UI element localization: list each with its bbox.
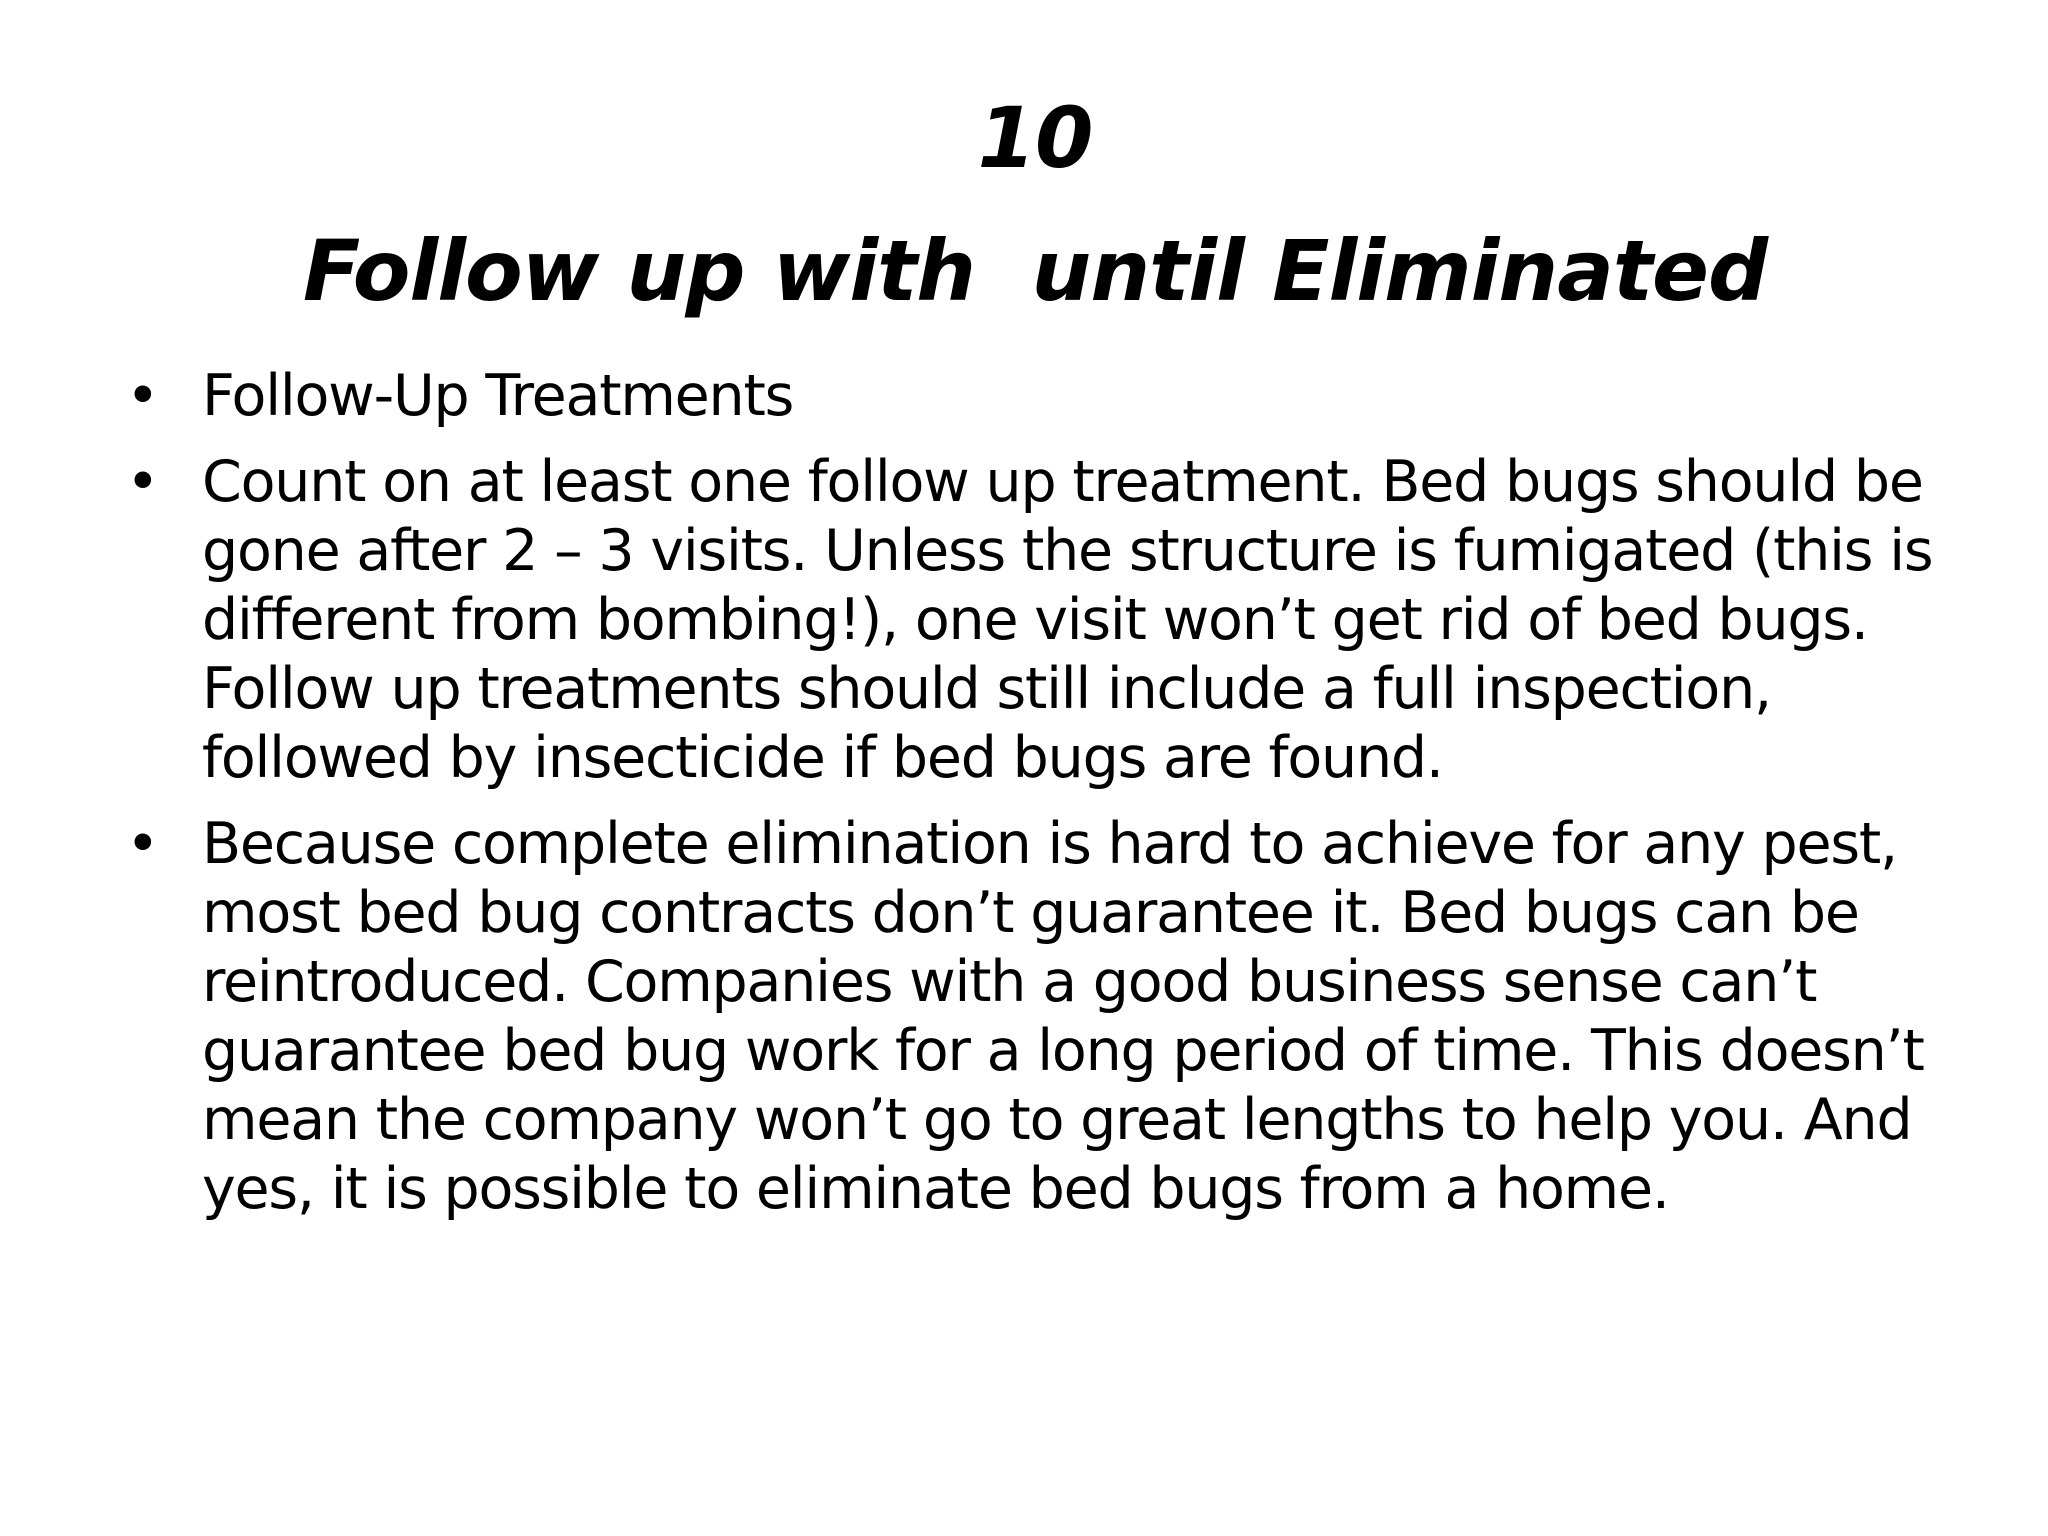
bullet-icon: • [126,811,159,877]
slide-title [120,72,1950,338]
bullet-item-count-on-treatment [120,448,1950,793]
bullet-item-complete-elimination [120,810,1950,1224]
bullet-icon: • [126,363,159,429]
bullet-item-follow-up-treatments [120,362,1950,431]
bullet-text: Count on at least one follow up treatment. Bed bugs should be gone after 2 – 3 visits. Unless the structure is fumigated (this is different from bombing!), one visit won’t get rid of bed bugs. Follow up treatments should still include a full inspection, followed by insecticide if bed bugs are found. [202,449,1933,791]
bullet-text: Follow-Up Treatments [202,363,794,429]
bullet-text: Because complete elimination is hard to achieve for any pest, most bed bug contracts don’t guarantee it. Bed bugs can be reintroduced. Companies with a good business sense can’t guarantee bed bug work for a long period of time. This doesn’t mean the company won’t go to great lengths to help you. And yes, it is possible to eliminate bed bugs from a home. [202,811,1924,1222]
bullet-icon: • [126,449,159,515]
slide-number: 10 [977,89,1093,187]
slide-heading: Follow up with until Eliminated [302,222,1768,320]
bullet-list [120,362,1950,1241]
